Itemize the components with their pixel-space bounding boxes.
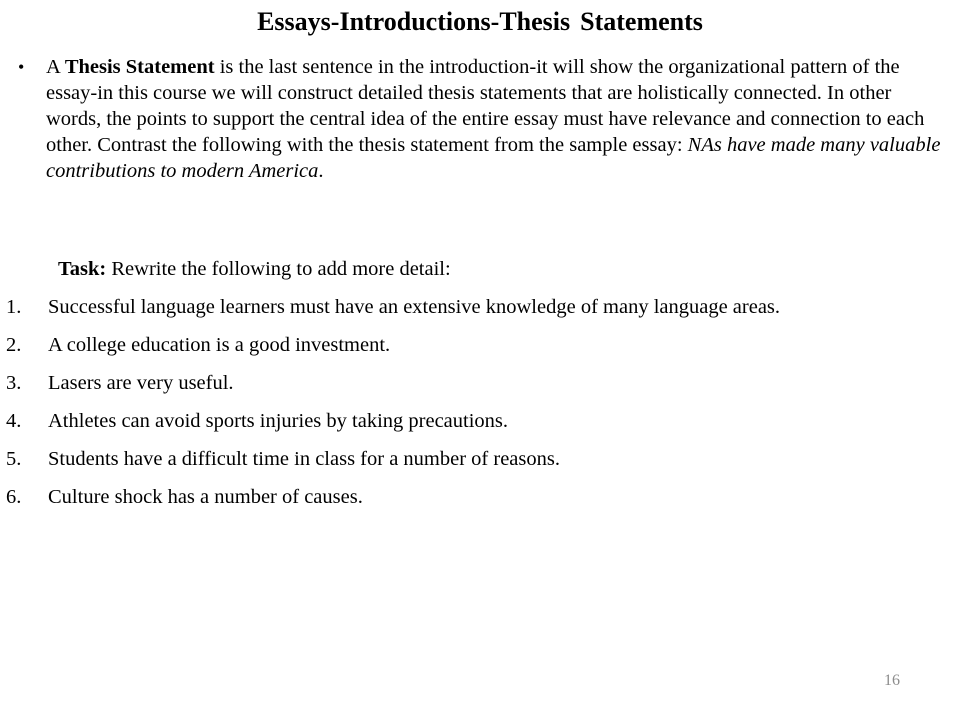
- list-item-text: Successful language learners must have an extensive knowledge of many language areas.: [48, 296, 781, 318]
- slide-title-part-2: Statements: [580, 7, 703, 36]
- list-item-number: 1.: [6, 296, 22, 318]
- list-item: [6, 332, 946, 358]
- bullet-body: is the last sentence in the introduction-it will show the organizational pattern of the essay-in this course we will construct detailed thesis statements that are holistically connected. In other words, the points to support the central idea of the entire essay must have relevance and connection to each other. Contrast the following with the thesis statement from the sample essay:: [46, 56, 925, 156]
- list-item-text: Athletes can avoid sports injuries by taking precautions.: [48, 410, 509, 432]
- list-item-number: 6.: [6, 486, 22, 508]
- list-item-number: 3.: [6, 372, 22, 394]
- sample-thesis-example: NAs have made many valuable contributions to modern America: [46, 134, 941, 182]
- task-label: Task:: [58, 258, 107, 280]
- list-item-number: 5.: [6, 448, 22, 470]
- list-item: [6, 370, 946, 396]
- list-item: [6, 294, 946, 320]
- statement-list: [6, 294, 946, 522]
- list-item-text: A college education is a good investment.: [48, 334, 391, 356]
- slide-title-part-1: Essays-Introductions-Thesis: [257, 7, 571, 36]
- bullet-end: .: [318, 160, 324, 182]
- list-item: [6, 408, 946, 434]
- list-item: [6, 446, 946, 472]
- page-number: 16: [884, 672, 900, 689]
- list-item-text: Culture shock has a number of causes.: [48, 486, 363, 508]
- list-item: [6, 484, 946, 510]
- list-item-text: Students have a difficult time in class for a number of reasons.: [48, 448, 560, 470]
- thesis-statement-term: Thesis Statement: [64, 56, 215, 78]
- thesis-bullet: [18, 54, 948, 184]
- slide-title: [0, 6, 960, 38]
- thesis-bullet-text: [46, 54, 951, 184]
- bullet-icon: •: [18, 57, 25, 77]
- task-text: Rewrite the following to add more detail:: [106, 258, 451, 280]
- list-item-text: Lasers are very useful.: [48, 372, 234, 394]
- bullet-intro: A: [46, 56, 65, 78]
- list-item-number: 4.: [6, 410, 22, 432]
- list-item-number: 2.: [6, 334, 22, 356]
- task-line: [58, 256, 451, 282]
